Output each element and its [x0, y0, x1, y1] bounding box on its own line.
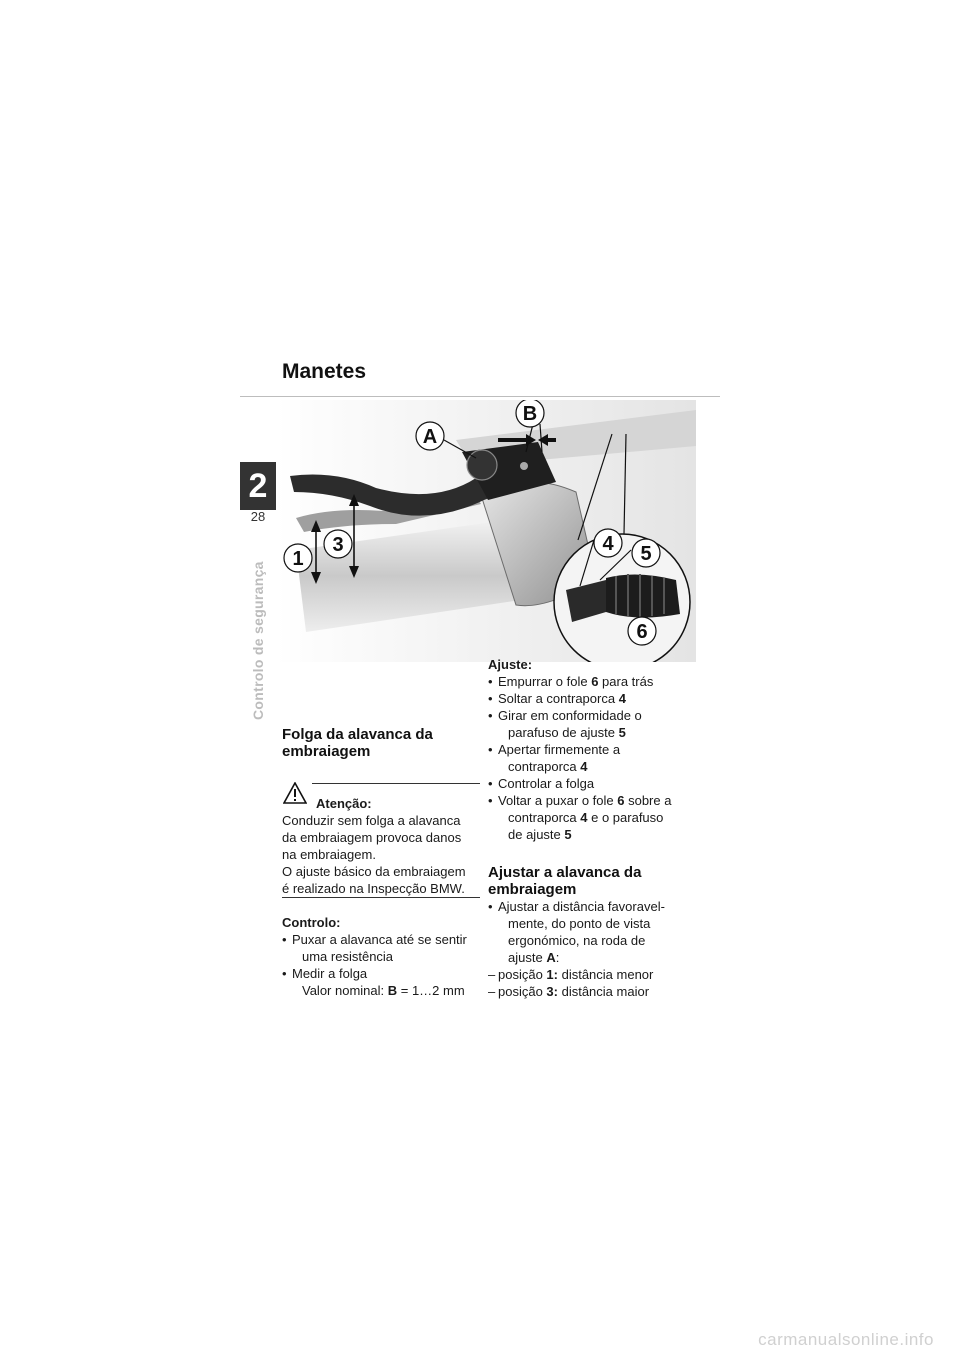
callout-6-text: 6	[636, 621, 648, 643]
callout-3-text: 3	[332, 534, 344, 556]
bullet: •	[488, 691, 493, 706]
section-heading-lever-adjust: Ajustar a alavanca da embraiagem	[488, 864, 642, 898]
callout-a-text: A	[422, 426, 438, 448]
list-item-text: Girar em conformidade o	[498, 708, 642, 723]
bullet: •	[282, 966, 287, 981]
callout-4	[594, 529, 622, 557]
title-divider	[240, 396, 720, 397]
part-ref: 4	[618, 691, 626, 706]
warning-icon	[283, 782, 307, 804]
part-ref: 6	[617, 793, 625, 808]
callout-b	[516, 400, 544, 427]
callout-1	[284, 544, 312, 572]
part-ref: 3:	[546, 984, 558, 999]
nominal-value-ref: B	[387, 983, 398, 998]
callout-6	[628, 617, 656, 645]
list-item	[488, 792, 698, 843]
list-item	[488, 741, 698, 775]
section-heading-clutch-play: Folga da alavanca da embraiagem	[282, 726, 433, 760]
callout-a	[416, 422, 444, 450]
list-item-text: e o parafuso	[587, 810, 664, 825]
list-item-text: Apertar firmemente a	[498, 742, 621, 757]
callout-b-text: B	[522, 403, 538, 425]
list-item-text: de ajuste	[508, 827, 565, 842]
part-ref: 1:	[546, 967, 558, 982]
callout-5-text: 5	[640, 543, 652, 565]
list-item-text: posição	[498, 984, 547, 999]
warning-line: Conduzir sem folga a alavanca	[282, 813, 461, 828]
dash: –	[488, 984, 496, 999]
list-item	[488, 673, 698, 690]
list-item-text: sobre a	[624, 793, 672, 808]
list-item-text: mente, do ponto de vista	[508, 916, 651, 931]
list-item-text: Soltar a contraporca	[498, 691, 619, 706]
list-item-text: Controlar a folga	[498, 776, 595, 791]
warning-line: na embraiagem.	[282, 847, 376, 862]
bullet: •	[488, 674, 493, 689]
warning-line: da embraiagem provoca danos	[282, 830, 462, 845]
list-item-text: parafuso de ajuste	[508, 725, 619, 740]
bellows	[606, 574, 680, 617]
list-item-text: Medir a folga	[292, 966, 368, 981]
warning-body	[282, 812, 482, 897]
watermark: carmanualsonline.info	[758, 1330, 934, 1349]
bullet: •	[488, 742, 493, 757]
bullet: •	[282, 932, 287, 947]
chapter-number: 2	[248, 467, 268, 505]
adjust-section	[488, 656, 698, 843]
warning-rule-top	[312, 783, 480, 784]
callout-3	[324, 530, 352, 558]
list-item	[488, 775, 698, 792]
bullet: •	[488, 899, 493, 914]
bullet: •	[488, 708, 493, 723]
list-item-text: Empurrar o fole	[498, 674, 592, 689]
list-item-text: Ajustar a distância favoravel-	[498, 899, 665, 914]
part-ref: A	[546, 950, 556, 965]
dash: –	[488, 967, 496, 982]
page-title: Manetes	[282, 360, 367, 383]
list-item-text: ergonómico, na roda de	[508, 933, 646, 948]
callout-5	[632, 539, 660, 567]
clutch-lever-illustration	[276, 400, 696, 662]
list-item-text: posição	[498, 967, 547, 982]
page-number: 28	[250, 509, 266, 524]
list-item-text: uma resistência	[302, 949, 394, 964]
chapter-side-label: Controlo de segurança	[250, 561, 266, 720]
warning-rule-bottom	[282, 897, 480, 898]
list-item	[488, 966, 698, 983]
list-item	[488, 983, 698, 1000]
nominal-value-label: Valor nominal:	[302, 983, 388, 998]
list-item	[488, 707, 698, 741]
part-ref: 4	[580, 810, 588, 825]
part-ref: 6	[591, 674, 599, 689]
nominal-value-line	[292, 982, 482, 999]
list-item-text: contraporca	[508, 810, 581, 825]
list-item	[488, 690, 698, 707]
lever-adjust-section	[488, 898, 698, 1000]
pivot-bolt	[520, 462, 528, 470]
list-item	[282, 965, 482, 999]
adjuster-wheel	[467, 450, 497, 480]
part-ref: 5	[618, 725, 626, 740]
list-item-text: Voltar a puxar o fole	[498, 793, 618, 808]
list-item-text: :	[555, 950, 560, 965]
control-section	[282, 914, 482, 999]
bullet: •	[488, 793, 493, 808]
warning-title: Atenção:	[316, 796, 372, 811]
callout-4-text: 4	[602, 533, 614, 555]
list-item-text: distância maior	[557, 984, 650, 999]
list-item-text: distância menor	[557, 967, 654, 982]
list-item-text: Puxar a alavanca até se sentir	[292, 932, 467, 947]
list-item-text: ajuste	[508, 950, 547, 965]
warning-line: é realizado na Inspecção BMW.	[282, 881, 465, 896]
list-item	[282, 931, 482, 965]
bullet: •	[488, 776, 493, 791]
nominal-value: = 1…2 mm	[397, 983, 465, 998]
part-ref: 5	[564, 827, 572, 842]
list-item	[488, 898, 698, 966]
adjust-title: Ajuste:	[488, 657, 533, 672]
part-ref: 4	[580, 759, 588, 774]
list-item-text: contraporca	[508, 759, 581, 774]
callout-1-text: 1	[292, 548, 304, 570]
list-item-text: para trás	[598, 674, 654, 689]
control-title: Controlo:	[282, 915, 341, 930]
warning-line: O ajuste básico da embraiagem	[282, 864, 466, 879]
